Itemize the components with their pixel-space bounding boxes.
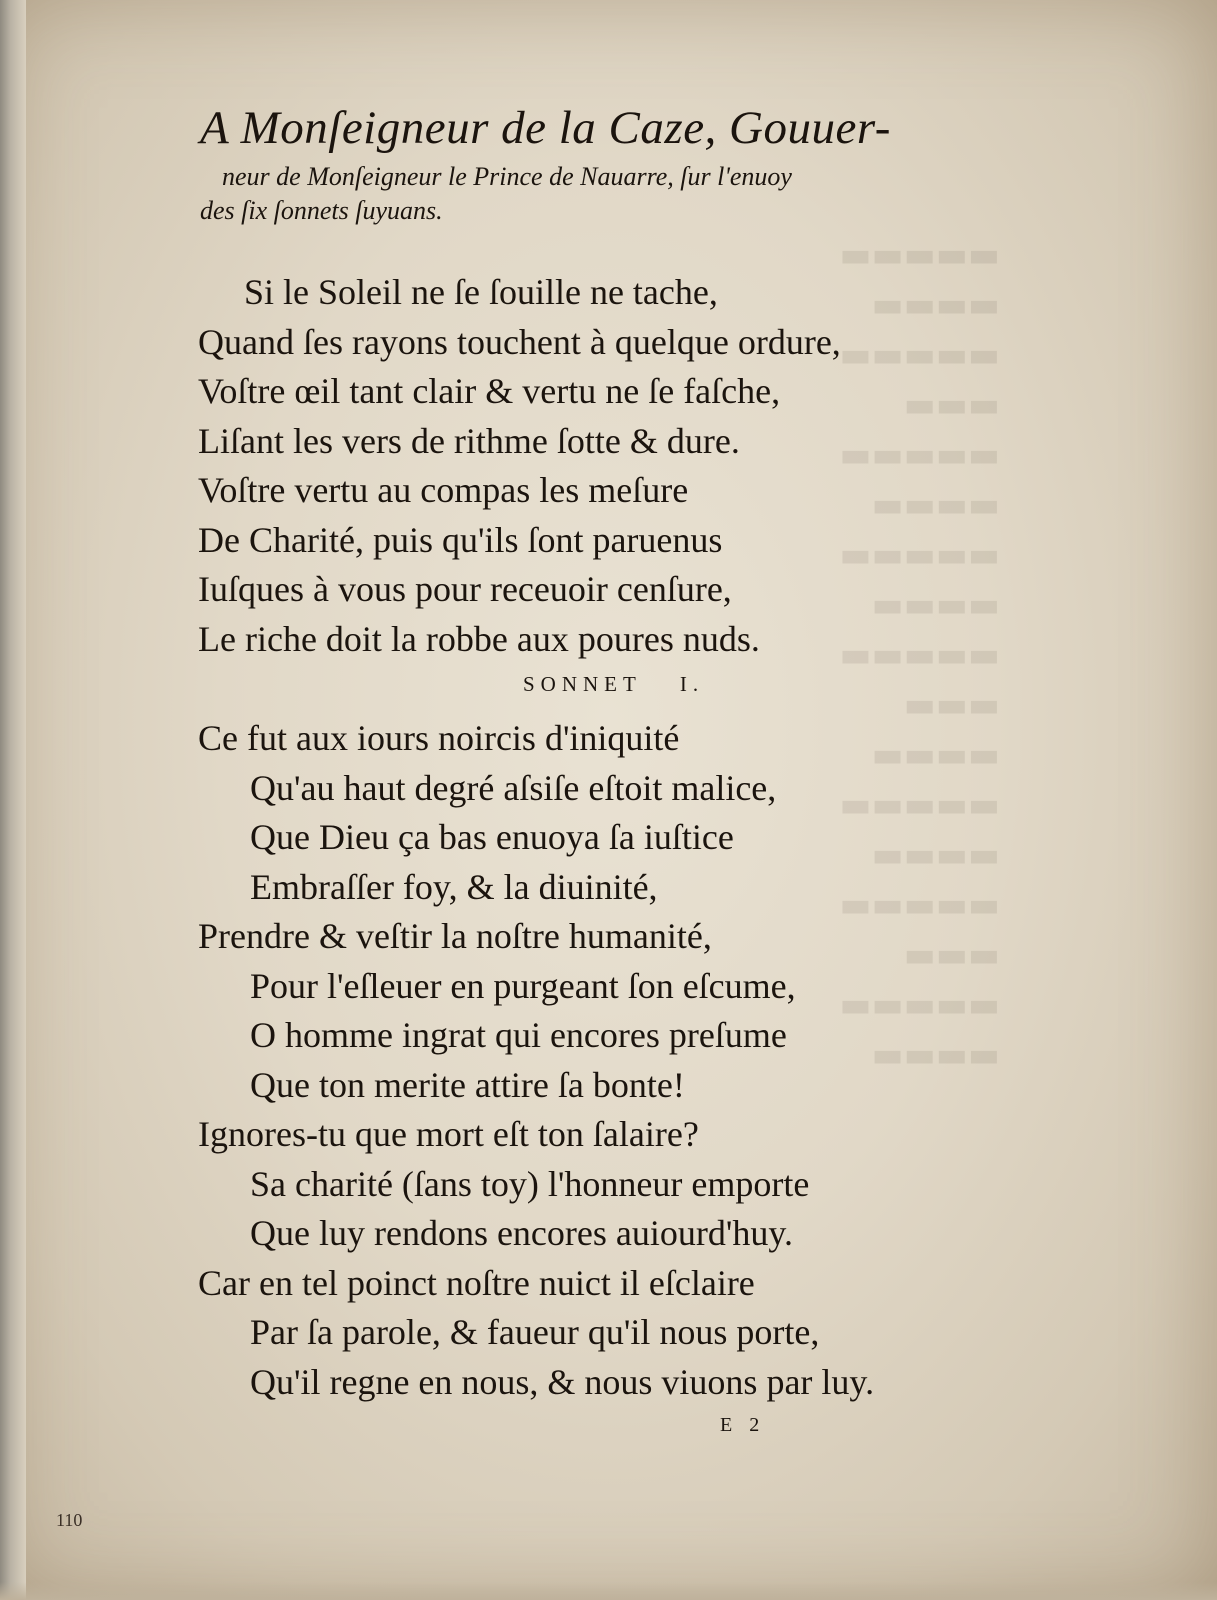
poem-line: Voſtre vertu au compas les meſure: [198, 470, 689, 510]
dedication-heading: [200, 96, 1000, 228]
poem-line: Si le Soleil ne ſe ſouille ne tache,: [244, 272, 718, 312]
poem-line: Le riche doit la robbe aux poures nuds.: [198, 618, 760, 659]
sonnet-line: Pour l'eſleuer en purgeant ſon eſcume,: [250, 965, 796, 1006]
poem-line: Quand ſes rayons touchent à quelque ordure,: [198, 321, 841, 362]
sonnet-line: Embraſſer foy, & la diuinité,: [250, 866, 658, 907]
poem-line: Liſant les vers de rithme ſotte & dure.: [198, 420, 740, 461]
sonnet-line: Que ton merite attire ſa bonte!: [250, 1064, 685, 1105]
heading-line: neur de Monſeigneur le Prince de Nauarre, ſur l'enuoy: [222, 162, 792, 191]
sonnet-line: Que luy rendons encores auiourd'huy.: [250, 1213, 794, 1253]
sonnet-label: SONNET: [523, 672, 642, 696]
sonnet-line: Sa charité (ſans toy) l'honneur emporte: [250, 1163, 810, 1204]
dedication-poem: [198, 268, 998, 664]
heading-line: des ſix ſonnets ſuyuans.: [200, 196, 443, 225]
heading-line: A Monſeigneur de la Caze, Gouuer-: [200, 102, 891, 154]
sonnet-line: Car en tel poinct noſtre nuict il eſclaire: [198, 1262, 755, 1303]
sonnet-line: Par ſa parole, & faueur qu'il nous porte,: [250, 1312, 820, 1352]
sonnet-line: Ignores-tu que mort eſt ton ſalaire?: [198, 1114, 699, 1154]
poem-line: Iuſques à vous pour receuoir cenſure,: [198, 569, 732, 609]
sonnet-line: Qu'il regne en nous, & nous viuons par luy.: [250, 1361, 875, 1402]
folio-number: 110: [56, 1510, 83, 1530]
sonnet-line: O homme ingrat qui encores preſume: [250, 1015, 787, 1055]
sonnet-line: Prendre & veſtir la noſtre humanité,: [198, 916, 712, 956]
poem-line: De Charité, puis qu'ils ſont paruenus: [198, 519, 723, 560]
sonnet-line: Que Dieu ça bas enuoya ſa iuſtice: [250, 817, 734, 857]
page-bottom-shadow: [0, 1582, 1217, 1600]
bleed-through-texture: ▬▬▬▬▬ ▬▬▬▬ ▬▬▬▬▬ ▬▬▬ ▬▬▬▬▬ ▬▬▬▬ ▬▬▬▬▬ ▬▬▬▬ ▬▬▬▬▬ ▬▬▬ ▬▬▬▬ ▬▬▬▬▬ ▬▬▬▬ ▬▬▬▬▬ ▬▬▬ ▬▬▬▬▬ ▬▬▬▬: [839, 235, 1000, 1075]
sonnet-title: [523, 672, 704, 697]
sonnet-line: Ce fut aux iours noircis d'iniquité: [198, 718, 680, 758]
sonnet-number: I.: [679, 672, 705, 696]
poem-line: Voſtre œil tant clair & vertu ne ſe faſche,: [198, 371, 781, 411]
sonnet-poem: [198, 714, 998, 1407]
page-edge: [0, 0, 26, 1600]
signature-mark: E 2: [720, 1414, 766, 1436]
sonnet-line: Qu'au haut degré aſsiſe eſtoit malice,: [250, 767, 777, 808]
